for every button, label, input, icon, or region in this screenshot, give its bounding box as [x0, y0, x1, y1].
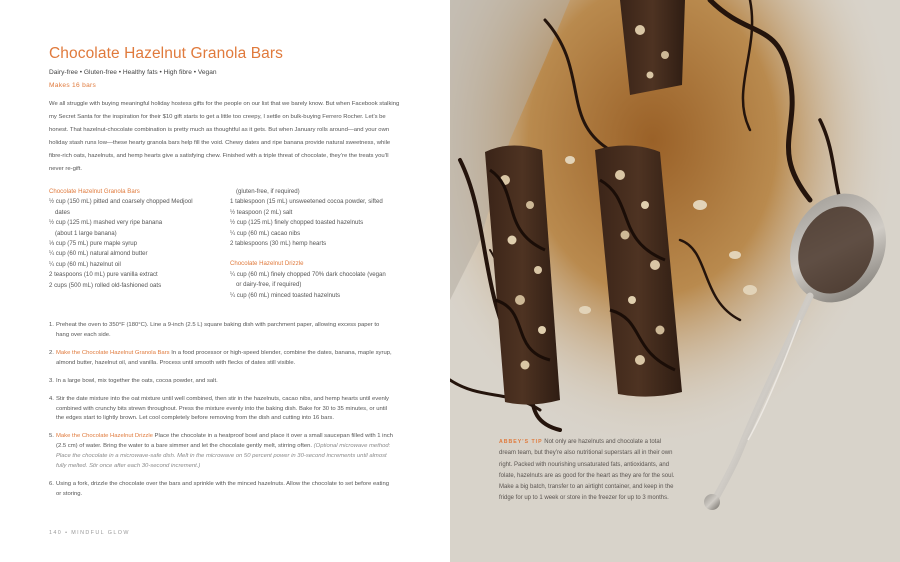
step-number: 1. [49, 322, 54, 329]
method-step [49, 349, 394, 369]
step-number: 6. [49, 480, 54, 487]
recipe-title: Chocolate Hazelnut Granola Bars [49, 45, 284, 62]
ingredient-line: ¼ cup (60 mL) finely chopped 70% dark chocolate (vegan [230, 270, 386, 278]
granola-bar-top [620, 0, 685, 95]
method-step [49, 377, 394, 387]
step-text: Preheat the oven to 350°F (180°C). Line a 9-inch (2.5 L) square baking dish with parchment paper, allowing excess paper to hang over each side. [56, 322, 380, 338]
ingredient-line: ¼ cup (60 mL) natural almond butter [49, 250, 148, 258]
step-number: 5. [49, 433, 54, 440]
ingredient-line: (gluten-free, if required) [236, 188, 300, 195]
step-text: In a large bowl, mix together the oats, cocoa powder, and salt. [56, 377, 218, 384]
step-body [56, 321, 394, 341]
photo-page [450, 0, 900, 562]
step-text: Using a fork, drizzle the chocolate over the bars and sprinkle with the minced hazelnuts. Allow the chocolate to set before eating or storing. [56, 480, 390, 497]
step-body [56, 480, 394, 500]
step-text: In a food processor or high-speed blender, combine the dates, banana, maple syrup, almond butter, hazelnut oil, and vanilla. Process until smooth with flecks of dates still visible. [56, 349, 392, 366]
recipe-tags: Dairy-free • Gluten-free • Healthy fats • High fibre • Vegan [49, 69, 217, 76]
tip-label: ABBEY’S TIP [499, 439, 543, 445]
method-step [49, 395, 394, 425]
ingredient-line: or dairy-free, if required) [236, 281, 302, 289]
method-steps [49, 321, 394, 500]
ingredient-line: ½ teaspoon (2 mL) salt [230, 208, 293, 216]
ingredient-line: 1 tablespoon (15 mL) unsweetened cocoa powder, sifted [230, 198, 383, 206]
abbeys-tip [499, 437, 676, 505]
ingredient-line: ⅓ cup (75 mL) pure maple syrup [49, 240, 138, 248]
ingredient-line: ½ cup (150 mL) pitted and coarsely chopped Medjool [49, 198, 193, 206]
recipe-intro: We all struggle with buying meaningful holiday hostess gifts for the people on our list that we barely know. But when Facebook stalking my Secret Santa for the inspiration for their $10 gift starts to get a little too creepy, I settle on bulk-buying Ferrero Rocher. Let’s be honest. That hazelnut-chocolate combination is pretty much as thoughtful as it gets. But when January rolls around—and your own holiday stash runs low—these hearty granola bars help fill the void. Chewy dates and ripe banana provide natural sweetness, while fibre-rich oats, hazelnuts, and hemp hearts give a satisfying chew. Finished with a triple threat of chocolate, they’re the treats you’ll never re-gift. [49, 101, 400, 172]
step-text: Place the chocolate in a heatproof bowl and place it over a small saucepan filled with 1 inch (2.5 cm) of water. Bring the water to a bare simmer and let the chocolate gently melt, stirring often. [56, 433, 393, 450]
page-footer: 140 • MINDFUL GLOW [49, 530, 130, 536]
ingredient-line: ¼ cup (60 mL) minced toasted hazelnuts [230, 291, 341, 299]
ingredients-heading: Chocolate Hazelnut Granola Bars [49, 188, 140, 195]
ingredient-line: 2 teaspoons (10 mL) pure vanilla extract [49, 271, 158, 279]
step-body [56, 349, 394, 369]
tip-text: Not only are hazelnuts and chocolate a total dream team, but they’re also nutritional superstars all in their own right. Packed with nourishing unsaturated fats, antioxidants, and folate, hazelnuts are as good for the heart as they are for the soul. Make a big batch, transfer to an airtight container, and keep in the fridge for up to 1 week or store in the freezer for up to 3 months. [499, 439, 675, 502]
step-title: Make the Chocolate Hazelnut Drizzle [56, 433, 153, 440]
ingredient-line: 2 cups (500 mL) rolled old-fashioned oats [49, 281, 162, 289]
ingredient-line: ½ cup (125 mL) finely chopped toasted hazelnuts [230, 219, 364, 227]
method-step [49, 480, 394, 500]
step-number: 4. [49, 395, 54, 402]
ingredient-line: ¼ cup (60 mL) hazelnut oil [49, 260, 121, 268]
method-step [49, 432, 394, 472]
step-text: Stir the date mixture into the oat mixture until well combined, then stir in the hazelnuts, cacao nibs, and hemp hearts until evenly combined with crunchy bits strewn throughout. Press the mixture evenly into the baking dish. Bake for 30 to 35 minutes, or until the edges start to lightly brown. Let cool completely before removing from the dish and cutting into 16 bars. [56, 395, 389, 422]
ingredients-column-left [49, 187, 230, 301]
ingredient-line: 2 tablespoons (30 mL) hemp hearts [230, 240, 327, 248]
step-number: 3. [49, 377, 54, 384]
step-title: Make the Chocolate Hazelnut Granola Bars [56, 349, 170, 356]
ingredient-line: ½ cup (125 mL) mashed very ripe banana [49, 219, 163, 227]
ingredient-line: ¼ cup (60 mL) cacao nibs [230, 229, 301, 237]
ingredient-line: dates [55, 208, 70, 216]
ingredients [49, 187, 410, 301]
recipe-yield: Makes 16 bars [49, 82, 97, 89]
drizzle-heading: Chocolate Hazelnut Drizzle [230, 260, 304, 268]
ingredients-column-right [230, 187, 410, 301]
step-body [56, 377, 218, 387]
step-number: 2. [49, 349, 54, 356]
step-body [56, 395, 394, 425]
ingredient-line: (about 1 large banana) [55, 229, 117, 237]
step-note: (Optional microwave method: Place the chocolate in a microwave-safe dish. Melt in the microwave on 50 percent power in 30-second increments until almost fully melted. Stir once after each 30-second increment.) [56, 443, 391, 470]
method-step [49, 321, 394, 341]
step-body [56, 432, 394, 472]
